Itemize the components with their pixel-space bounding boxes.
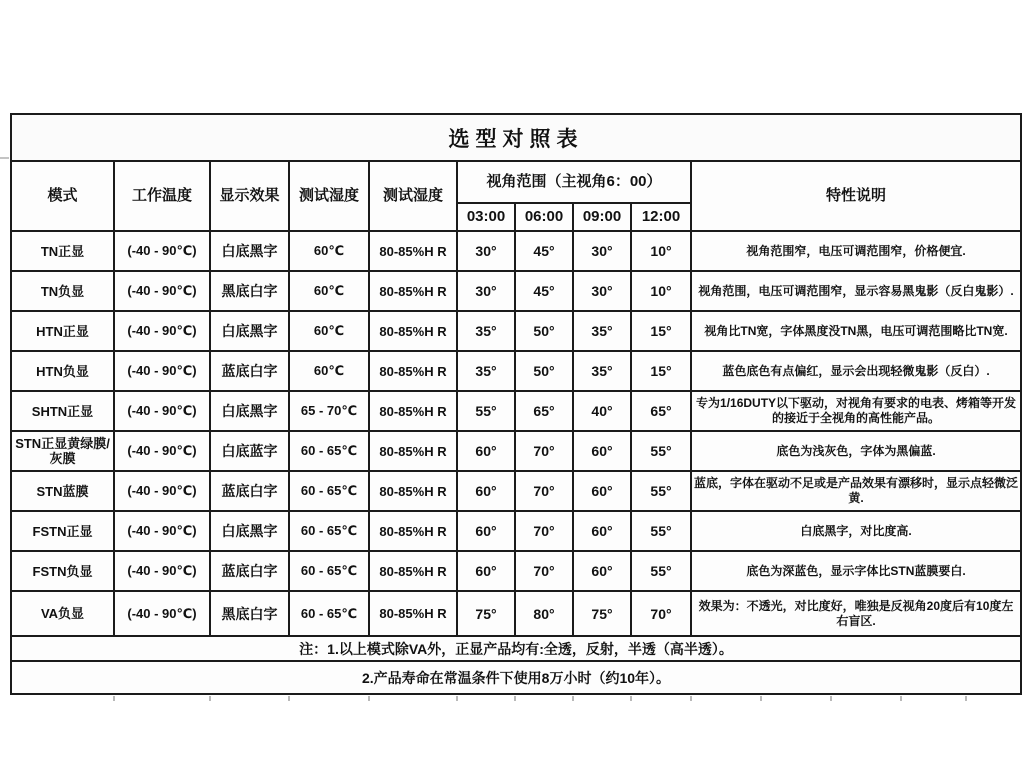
test-value-2-cell: 80-85%H R	[369, 391, 457, 431]
col-header-view-angle-group: 视角范围（主视角6：00）	[457, 161, 691, 203]
test-value-2-cell: 80-85%H R	[369, 431, 457, 471]
angle-0600-cell: 45°	[515, 271, 573, 311]
angle-0900-cell: 60°	[573, 471, 631, 511]
display-effect-cell: 黑底白字	[210, 591, 289, 636]
angle-1200-cell: 65°	[631, 391, 691, 431]
table-row	[11, 431, 1021, 471]
angle-0900-cell: 40°	[573, 391, 631, 431]
angle-0300-cell: 30°	[457, 271, 515, 311]
display-effect-cell: 黑底白字	[210, 271, 289, 311]
test-value-1-cell: 60 - 65℃	[289, 471, 369, 511]
display-effect-cell: 蓝底白字	[210, 351, 289, 391]
test-value-1-cell: 65 - 70℃	[289, 391, 369, 431]
work-temp-cell: (-40 - 90℃)	[114, 271, 210, 311]
grid-tick	[209, 696, 211, 701]
angle-0300-cell: 75°	[457, 591, 515, 636]
angle-0300-cell: 35°	[457, 351, 515, 391]
display-effect-cell: 蓝底白字	[210, 471, 289, 511]
table-title-row	[11, 114, 1021, 161]
test-value-2-cell: 80-85%H R	[369, 311, 457, 351]
test-value-1-cell: 60 - 65℃	[289, 511, 369, 551]
selection-comparison-table	[10, 113, 1022, 695]
angle-1200-cell: 15°	[631, 311, 691, 351]
angle-0300-cell: 35°	[457, 311, 515, 351]
angle-0900-cell: 35°	[573, 311, 631, 351]
grid-tick	[760, 696, 762, 701]
table-row	[11, 231, 1021, 271]
test-value-1-cell: 60℃	[289, 351, 369, 391]
col-header-work-temp: 工作温度	[114, 161, 210, 231]
test-value-2-cell: 80-85%H R	[369, 591, 457, 636]
angle-1200-cell: 55°	[631, 431, 691, 471]
grid-tick	[572, 696, 574, 701]
display-effect-cell: 白底黑字	[210, 311, 289, 351]
grid-tick	[514, 696, 516, 701]
table-row	[11, 391, 1021, 431]
angle-0600-cell: 50°	[515, 311, 573, 351]
col-header-test-humidity-2: 测试湿度	[369, 161, 457, 231]
angle-0600-cell: 65°	[515, 391, 573, 431]
mode-cell: FSTN负显	[11, 551, 114, 591]
test-value-1-cell: 60℃	[289, 231, 369, 271]
angle-0900-cell: 30°	[573, 271, 631, 311]
mode-cell: VA负显	[11, 591, 114, 636]
angle-0300-cell: 30°	[457, 231, 515, 271]
header-row-1	[11, 161, 1021, 203]
col-header-angle-0600: 06:00	[515, 203, 573, 231]
angle-0300-cell: 55°	[457, 391, 515, 431]
angle-1200-cell: 55°	[631, 551, 691, 591]
note-row-2	[11, 661, 1021, 694]
note-1: 注：1.以上模式除VA外，正显产品均有:全透，反射，半透（高半透）。	[11, 636, 1021, 661]
angle-1200-cell: 10°	[631, 271, 691, 311]
feature-desc-cell: 视角范围窄，电压可调范围窄，价格便宜.	[691, 231, 1021, 271]
angle-0900-cell: 60°	[573, 551, 631, 591]
angle-0600-cell: 80°	[515, 591, 573, 636]
test-value-2-cell: 80-85%H R	[369, 551, 457, 591]
table-row	[11, 591, 1021, 636]
col-header-feature-desc: 特性说明	[691, 161, 1021, 231]
mode-cell: TN负显	[11, 271, 114, 311]
table-row	[11, 311, 1021, 351]
grid-tick	[690, 696, 692, 701]
angle-0600-cell: 70°	[515, 551, 573, 591]
table-row	[11, 471, 1021, 511]
grid-tick	[368, 696, 370, 701]
angle-0300-cell: 60°	[457, 551, 515, 591]
work-temp-cell: (-40 - 90℃)	[114, 471, 210, 511]
col-header-angle-1200: 12:00	[631, 203, 691, 231]
angle-0600-cell: 70°	[515, 471, 573, 511]
work-temp-cell: (-40 - 90℃)	[114, 311, 210, 351]
table-row	[11, 271, 1021, 311]
feature-desc-cell: 视角范围，电压可调范围窄，显示容易黑鬼影（反白鬼影）.	[691, 271, 1021, 311]
grid-tick-left	[0, 157, 9, 159]
work-temp-cell: (-40 - 90℃)	[114, 351, 210, 391]
grid-tick	[900, 696, 902, 701]
angle-0600-cell: 70°	[515, 511, 573, 551]
angle-0600-cell: 50°	[515, 351, 573, 391]
feature-desc-cell: 底色为深蓝色，显示字体比STN蓝膜要白.	[691, 551, 1021, 591]
page-title: 选型对照表	[11, 114, 1021, 161]
col-header-angle-0900: 09:00	[573, 203, 631, 231]
angle-0900-cell: 60°	[573, 511, 631, 551]
table-row	[11, 551, 1021, 591]
angle-0600-cell: 70°	[515, 431, 573, 471]
grid-tick	[965, 696, 967, 701]
test-value-1-cell: 60 - 65℃	[289, 551, 369, 591]
display-effect-cell: 蓝底白字	[210, 551, 289, 591]
feature-desc-cell: 白底黑字，对比度高.	[691, 511, 1021, 551]
angle-0300-cell: 60°	[457, 511, 515, 551]
angle-0300-cell: 60°	[457, 471, 515, 511]
note-row-1	[11, 636, 1021, 661]
note-2: 2.产品寿命在常温条件下使用8万小时（约10年）。	[11, 661, 1021, 694]
angle-0900-cell: 30°	[573, 231, 631, 271]
work-temp-cell: (-40 - 90℃)	[114, 511, 210, 551]
grid-tick	[113, 696, 115, 701]
angle-1200-cell: 15°	[631, 351, 691, 391]
feature-desc-cell: 专为1/16DUTY以下驱动，对视角有要求的电表、烤箱等开发的接近于全视角的高性能产品。	[691, 391, 1021, 431]
grid-tick	[830, 696, 832, 701]
mode-cell: STN正显黄绿膜/灰膜	[11, 431, 114, 471]
mode-cell: FSTN正显	[11, 511, 114, 551]
feature-desc-cell: 蓝色底色有点偏红，显示会出现轻微鬼影（反白）.	[691, 351, 1021, 391]
table-row	[11, 511, 1021, 551]
feature-desc-cell: 底色为浅灰色，字体为黑偏蓝.	[691, 431, 1021, 471]
display-effect-cell: 白底黑字	[210, 391, 289, 431]
test-value-1-cell: 60℃	[289, 271, 369, 311]
feature-desc-cell: 蓝底，字体在驱动不足或是产品效果有漂移时，显示点轻微泛黄.	[691, 471, 1021, 511]
test-value-2-cell: 80-85%H R	[369, 471, 457, 511]
mode-cell: TN正显	[11, 231, 114, 271]
grid-tick	[456, 696, 458, 701]
angle-0900-cell: 35°	[573, 351, 631, 391]
col-header-display-effect: 显示效果	[210, 161, 289, 231]
feature-desc-cell: 效果为：不透光，对比度好，唯独是反视角20度后有10度左右盲区.	[691, 591, 1021, 636]
table-row	[11, 351, 1021, 391]
test-value-2-cell: 80-85%H R	[369, 271, 457, 311]
display-effect-cell: 白底黑字	[210, 511, 289, 551]
display-effect-cell: 白底蓝字	[210, 431, 289, 471]
test-value-1-cell: 60 - 65℃	[289, 431, 369, 471]
angle-1200-cell: 55°	[631, 471, 691, 511]
work-temp-cell: (-40 - 90℃)	[114, 231, 210, 271]
angle-1200-cell: 55°	[631, 511, 691, 551]
test-value-2-cell: 80-85%H R	[369, 511, 457, 551]
angle-1200-cell: 70°	[631, 591, 691, 636]
display-effect-cell: 白底黑字	[210, 231, 289, 271]
feature-desc-cell: 视角比TN宽，字体黑度没TN黑，电压可调范围略比TN宽.	[691, 311, 1021, 351]
mode-cell: HTN正显	[11, 311, 114, 351]
work-temp-cell: (-40 - 90℃)	[114, 431, 210, 471]
test-value-2-cell: 80-85%H R	[369, 351, 457, 391]
test-value-2-cell: 80-85%H R	[369, 231, 457, 271]
grid-tick	[288, 696, 290, 701]
mode-cell: HTN负显	[11, 351, 114, 391]
angle-0600-cell: 45°	[515, 231, 573, 271]
work-temp-cell: (-40 - 90℃)	[114, 551, 210, 591]
angle-0900-cell: 75°	[573, 591, 631, 636]
angle-1200-cell: 10°	[631, 231, 691, 271]
angle-0900-cell: 60°	[573, 431, 631, 471]
angle-0300-cell: 60°	[457, 431, 515, 471]
col-header-test-humidity-1: 测试湿度	[289, 161, 369, 231]
work-temp-cell: (-40 - 90℃)	[114, 391, 210, 431]
test-value-1-cell: 60 - 65℃	[289, 591, 369, 636]
col-header-mode: 模式	[11, 161, 114, 231]
grid-tick	[630, 696, 632, 701]
mode-cell: STN蓝膜	[11, 471, 114, 511]
work-temp-cell: (-40 - 90℃)	[114, 591, 210, 636]
col-header-angle-0300: 03:00	[457, 203, 515, 231]
test-value-1-cell: 60℃	[289, 311, 369, 351]
mode-cell: SHTN正显	[11, 391, 114, 431]
